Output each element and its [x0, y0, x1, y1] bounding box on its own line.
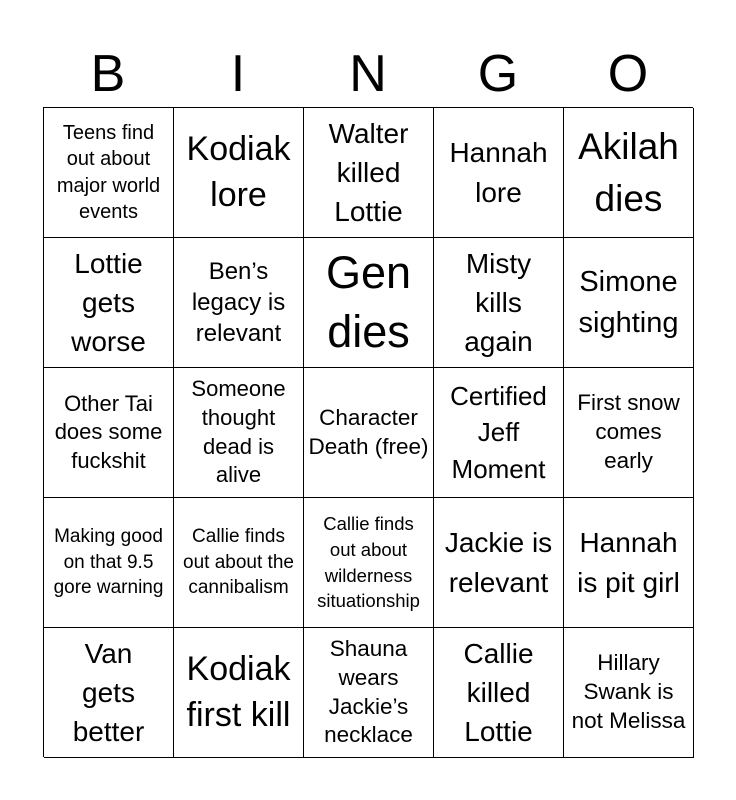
bingo-cell-4-4[interactable]: [434, 498, 564, 628]
cell-text: Jackie is relevant: [444, 527, 553, 598]
bingo-cell-4-1[interactable]: [44, 498, 174, 628]
cell-text: Hillary Swank is not Melissa: [571, 650, 686, 733]
cell-text: Hannah is pit girl: [577, 527, 680, 598]
cell-text: Kodiak first kill: [186, 649, 291, 734]
bingo-header: [43, 40, 693, 108]
cell-text: Certified Jeff Moment: [450, 380, 547, 484]
bingo-board: [43, 107, 693, 757]
cell-text: Callie finds out about wilderness situationship: [317, 513, 420, 612]
cell-text: Lottie gets worse: [71, 247, 146, 358]
cell-text: Van gets better: [72, 637, 145, 748]
cell-text: Gen dies: [325, 247, 412, 357]
cell-text: Simone sighting: [578, 265, 679, 339]
bingo-cell-3-3[interactable]: [304, 368, 434, 498]
bingo-cell-2-5[interactable]: [564, 238, 694, 368]
bingo-cell-5-1[interactable]: [44, 628, 174, 758]
cell-text: Misty kills again: [464, 247, 533, 358]
bingo-cell-4-5[interactable]: [564, 498, 694, 628]
cell-text: Callie killed Lottie: [463, 637, 534, 748]
cell-text: Hannah lore: [449, 137, 548, 208]
bingo-cell-2-4[interactable]: [434, 238, 564, 368]
header-letter-g: G: [477, 45, 519, 103]
bingo-cell-2-2[interactable]: [174, 238, 304, 368]
bingo-cell-1-5[interactable]: [564, 108, 694, 238]
cell-text: Callie finds out about the cannibalism: [183, 526, 294, 599]
cell-text: Akilah dies: [578, 125, 679, 219]
cell-text: Walter killed Lottie: [328, 117, 409, 228]
cell-text: Character Death (free): [308, 404, 429, 459]
bingo-cell-4-3[interactable]: [304, 498, 434, 628]
bingo-cell-3-1[interactable]: [44, 368, 174, 498]
cell-text: Teens find out about major world events: [56, 121, 161, 223]
bingo-cell-4-2[interactable]: [174, 498, 304, 628]
cell-text: Kodiak lore: [186, 129, 291, 214]
bingo-cell-3-4[interactable]: [434, 368, 564, 498]
header-letter-o: O: [607, 45, 649, 103]
bingo-cell-1-1[interactable]: [44, 108, 174, 238]
cell-text: Ben’s legacy is relevant: [191, 257, 286, 348]
header-letter-i: I: [230, 45, 246, 103]
bingo-cell-5-2[interactable]: [174, 628, 304, 758]
bingo-cell-5-3[interactable]: [304, 628, 434, 758]
bingo-cell-5-4[interactable]: [434, 628, 564, 758]
cell-text: Other Tai does some fuckshit: [54, 390, 163, 473]
header-letter-b: B: [90, 45, 126, 103]
bingo-cell-3-5[interactable]: [564, 368, 694, 498]
cell-text: Someone thought dead is alive: [191, 376, 286, 488]
bingo-cell-1-3[interactable]: [304, 108, 434, 238]
bingo-cell-3-2[interactable]: [174, 368, 304, 498]
cell-text: Shauna wears Jackie’s necklace: [324, 635, 413, 748]
bingo-cell-2-1[interactable]: [44, 238, 174, 368]
header-letter-n: N: [349, 45, 387, 103]
cell-text: First snow comes early: [577, 390, 680, 473]
bingo-cell-1-4[interactable]: [434, 108, 564, 238]
bingo-cell-5-5[interactable]: [564, 628, 694, 758]
bingo-cell-2-3[interactable]: [304, 238, 434, 368]
cell-text: Making good on that 9.5 gore warning: [53, 526, 164, 599]
bingo-cell-1-2[interactable]: [174, 108, 304, 238]
